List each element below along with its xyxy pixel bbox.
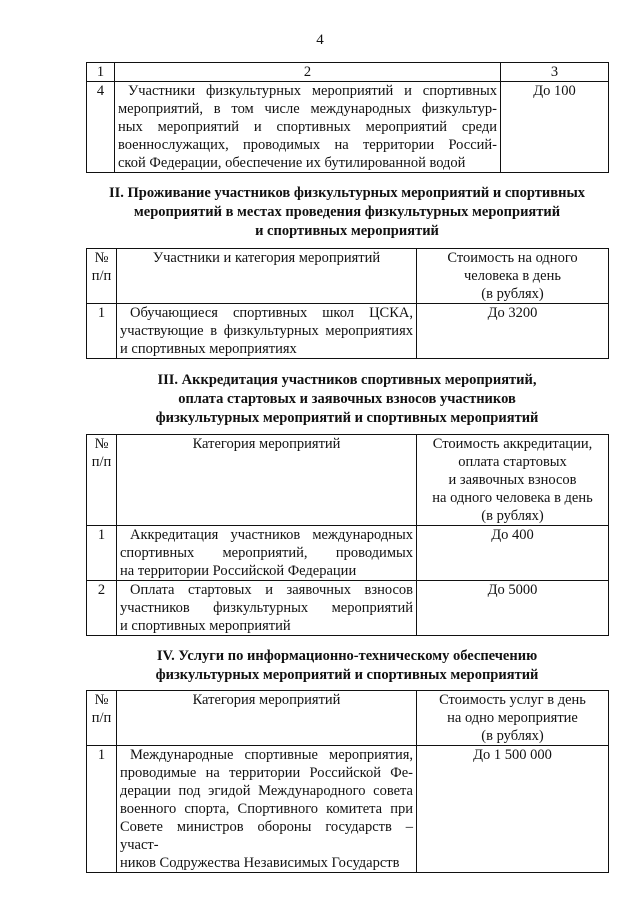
table-accreditation xyxy=(86,434,609,636)
table-accommodation xyxy=(86,248,609,359)
row-line: военного спорта, Спортивного комитета при xyxy=(120,801,413,817)
row-line: и спортивных мероприятиях xyxy=(120,341,297,357)
row-line: военнослужащих, проводимых на территории Россий- xyxy=(118,137,497,153)
heading-line: мероприятий в местах проведения физкультурных мероприятий xyxy=(133,204,561,220)
header-category: Участники и категория мероприятий xyxy=(117,249,417,304)
heading-line: III. Аккредитация участников спортивных мероприятий, xyxy=(157,372,537,388)
table-it-services xyxy=(86,690,609,873)
row-line: Участники физкультурных мероприятий и спортивных xyxy=(128,83,497,99)
heading-line: IV. Услуги по информационно-техническому обеспечению xyxy=(156,648,538,664)
header-line: п/п xyxy=(91,710,112,726)
row-line: Совете министров обороны государств – участ- xyxy=(120,819,413,853)
table-continuation xyxy=(86,62,609,173)
header-cost xyxy=(417,435,609,526)
header-cost xyxy=(417,249,609,304)
header-line: человека в день xyxy=(464,268,561,284)
header-line: Стоимость аккредитации, xyxy=(432,436,593,452)
row-line: участвующие в физкультурных мероприятиях xyxy=(120,323,413,339)
header-line: на одно мероприятие xyxy=(447,710,578,726)
row-line: ных мероприятий и спортивных мероприятий среди xyxy=(118,119,497,135)
table-row xyxy=(87,581,609,636)
header-line: и заявочных взносов xyxy=(448,472,577,488)
heading-line: оплата стартовых и заявочных взносов участников xyxy=(178,391,516,407)
row-line: ской Федерации, обеспечение их бутилированной водой xyxy=(118,155,466,171)
header-line: оплата стартовых xyxy=(458,454,567,470)
row-number: 2 xyxy=(87,581,117,636)
row-line: Оплата стартовых и заявочных взносов xyxy=(130,582,413,598)
row-line: ников Содружества Независимых Государств xyxy=(120,855,400,871)
header-line: п/п xyxy=(91,454,112,470)
row-value: До 5000 xyxy=(417,581,609,636)
header-line: (в рублях) xyxy=(481,728,544,744)
row-description xyxy=(117,746,417,873)
header-line: Стоимость услуг в день xyxy=(439,692,586,708)
table-row xyxy=(87,746,609,873)
row-value: До 1 500 000 xyxy=(417,746,609,873)
page-number: 4 xyxy=(316,32,324,48)
row-number: 1 xyxy=(87,746,117,873)
row-line: Международные спортивные мероприятия, xyxy=(130,747,413,763)
header-line: (в рублях) xyxy=(481,508,544,524)
header-number xyxy=(87,691,117,746)
table-row xyxy=(87,82,609,173)
heading-line: физкультурных мероприятий и спортивных мероприятий xyxy=(155,667,539,683)
row-description xyxy=(117,581,417,636)
column-number-3: 3 xyxy=(501,63,609,82)
header-category: Категория мероприятий xyxy=(117,691,417,746)
row-number: 1 xyxy=(87,304,117,359)
heading-line: II. Проживание участников физкультурных мероприятий и спортивных xyxy=(108,185,586,201)
row-description xyxy=(115,82,501,173)
column-number-1: 1 xyxy=(87,63,115,82)
row-line: на территории Российской Федерации xyxy=(120,563,357,579)
table-header-row xyxy=(87,435,609,526)
row-line: и спортивных мероприятий xyxy=(120,618,291,634)
header-number xyxy=(87,435,117,526)
row-description xyxy=(117,304,417,359)
header-line: (в рублях) xyxy=(481,286,544,302)
header-number xyxy=(87,249,117,304)
table-row xyxy=(87,526,609,581)
header-line: № xyxy=(94,250,109,266)
header-category: Категория мероприятий xyxy=(117,435,417,526)
row-line: проводимые на территории Российской Фе- xyxy=(120,765,413,781)
table-header-row xyxy=(87,249,609,304)
row-line: Обучающиеся спортивных школ ЦСКА, xyxy=(130,305,413,321)
row-line: мероприятий, в том числе международных физкультур- xyxy=(118,101,497,117)
row-value: До 400 xyxy=(417,526,609,581)
table-header-row xyxy=(87,691,609,746)
row-line: Аккредитация участников международных xyxy=(130,527,413,543)
header-cost xyxy=(417,691,609,746)
heading-line: и спортивных мероприятий xyxy=(255,223,439,239)
row-value: До 3200 xyxy=(417,304,609,359)
section-3-heading xyxy=(86,371,608,428)
row-description xyxy=(117,526,417,581)
table-row xyxy=(87,304,609,359)
row-number: 4 xyxy=(87,82,115,173)
header-line: п/п xyxy=(91,268,112,284)
row-value: До 100 xyxy=(501,82,609,173)
header-line: Стоимость на одного xyxy=(447,250,578,266)
header-line: № xyxy=(94,436,109,452)
heading-line: физкультурных мероприятий и спортивных мероприятий xyxy=(155,410,539,426)
row-line: спортивных мероприятий, проводимых xyxy=(120,545,413,561)
column-number-2: 2 xyxy=(115,63,501,82)
header-line: № xyxy=(94,692,109,708)
table-header-row xyxy=(87,63,609,82)
row-line: дерации под эгидой Международного совета xyxy=(120,783,413,799)
header-line: на одного человека в день xyxy=(432,490,593,506)
section-2-heading xyxy=(86,184,608,241)
section-4-heading xyxy=(86,647,608,685)
row-line: участников физкультурных мероприятий xyxy=(120,600,413,616)
row-number: 1 xyxy=(87,526,117,581)
